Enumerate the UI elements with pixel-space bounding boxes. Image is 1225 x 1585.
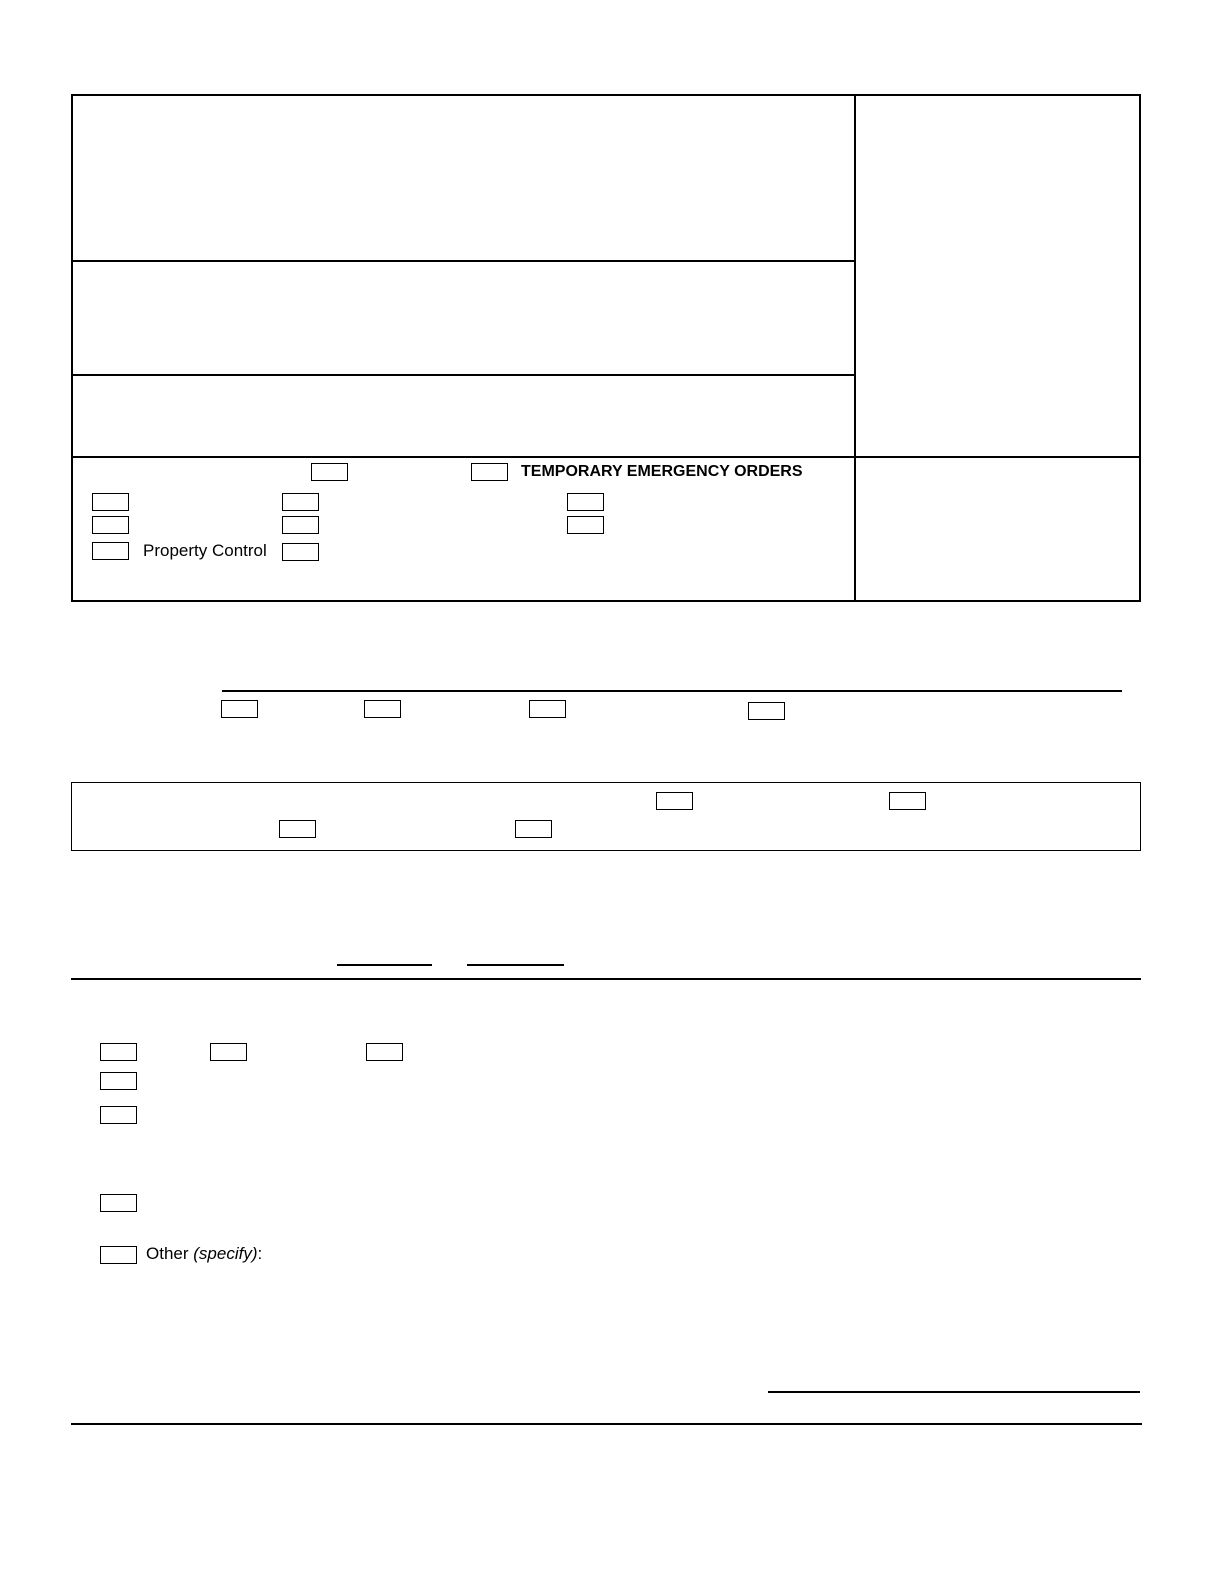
notice-checkbox-4[interactable] — [515, 820, 552, 838]
relationship-checkbox-3[interactable] — [529, 700, 566, 718]
option-checkbox-3[interactable] — [366, 1043, 403, 1061]
order-category-checkbox-7[interactable] — [282, 543, 319, 561]
option-checkbox-6[interactable] — [100, 1194, 137, 1212]
other-label — [146, 1244, 262, 1264]
notice-checkbox-2[interactable] — [889, 792, 926, 810]
order-type-checkbox-1[interactable] — [311, 463, 348, 481]
relationship-checkbox-1[interactable] — [221, 700, 258, 718]
order-category-checkbox-4[interactable] — [92, 516, 129, 534]
order-category-checkbox-1[interactable] — [92, 493, 129, 511]
notice-box — [71, 782, 1141, 851]
caption-column-divider — [854, 94, 856, 602]
court-section-divider — [71, 374, 855, 376]
other-colon: : — [257, 1244, 263, 1263]
option-checkbox-4[interactable] — [100, 1072, 137, 1090]
order-category-checkbox-6[interactable] — [567, 516, 604, 534]
option-checkbox-1[interactable] — [100, 1043, 137, 1061]
attorney-section-divider — [71, 260, 855, 262]
property-control-label: Property Control — [143, 541, 267, 560]
relationship-checkbox-2[interactable] — [364, 700, 401, 718]
other-specify-text: (specify) — [193, 1244, 258, 1263]
parties-section-divider — [71, 456, 1141, 458]
option-checkbox-5[interactable] — [100, 1106, 137, 1124]
caption-box — [71, 94, 1141, 602]
signature-line — [768, 1391, 1140, 1393]
order-category-checkbox-3[interactable] — [567, 493, 604, 511]
time-underline — [467, 964, 564, 966]
notice-checkbox-1[interactable] — [656, 792, 693, 810]
order-category-checkbox-2[interactable] — [282, 493, 319, 511]
name-underline — [222, 690, 1122, 692]
order-category-checkbox-5[interactable] — [282, 516, 319, 534]
temporary-emergency-orders-heading: TEMPORARY EMERGENCY ORDERS — [521, 463, 803, 480]
other-label-text: Other — [146, 1244, 189, 1263]
notice-checkbox-3[interactable] — [279, 820, 316, 838]
footer-rule — [71, 1423, 1142, 1425]
section-divider — [71, 978, 1141, 980]
option-checkbox-2[interactable] — [210, 1043, 247, 1061]
property-control-checkbox[interactable] — [92, 542, 129, 560]
temporary-emergency-orders-checkbox[interactable] — [471, 463, 508, 481]
other-checkbox[interactable] — [100, 1246, 137, 1264]
relationship-checkbox-4[interactable] — [748, 702, 785, 720]
date-underline — [337, 964, 432, 966]
